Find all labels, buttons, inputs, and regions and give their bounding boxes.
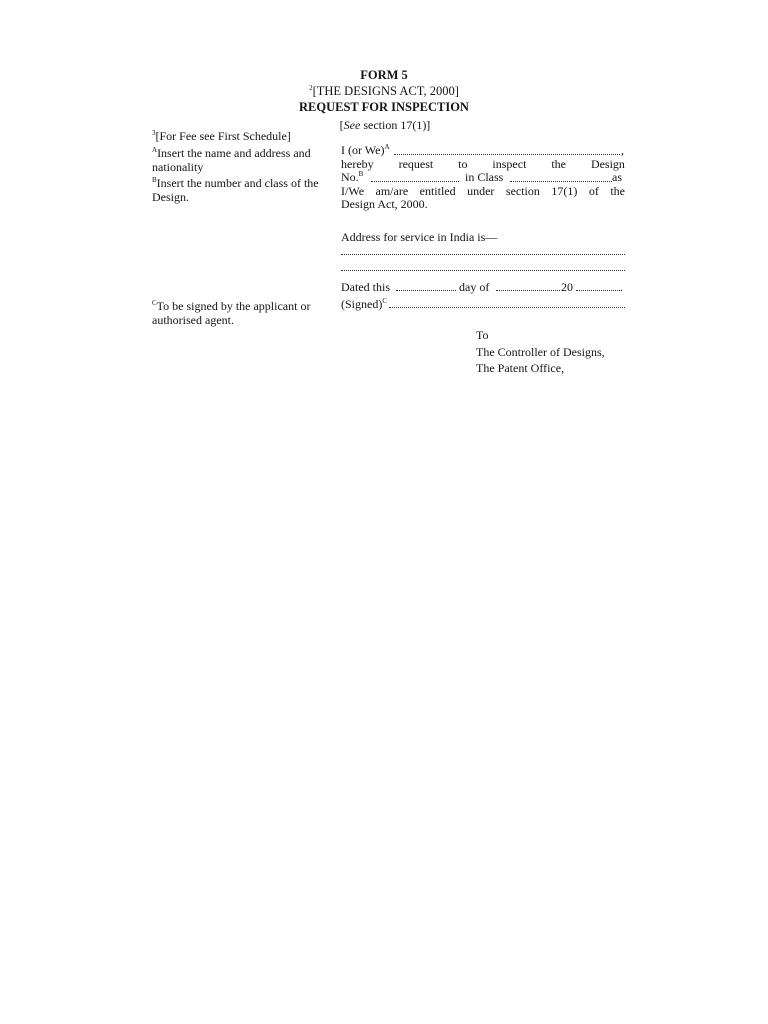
date-month-field[interactable]	[496, 290, 560, 291]
design-number-field[interactable]	[371, 181, 459, 182]
act-reference-line: Design Act, 2000.	[341, 197, 428, 211]
addressee-to: To	[476, 328, 489, 342]
applicant-name-field[interactable]	[394, 154, 620, 155]
entitlement-line: I/We am/are entitled under section 17(1) of the	[341, 184, 625, 198]
design-class-field[interactable]	[510, 181, 612, 182]
word-hereby: hereby	[341, 157, 374, 171]
address-line-1[interactable]	[341, 254, 625, 255]
line1-comma: ,	[621, 143, 624, 157]
word-to: to	[458, 157, 468, 171]
word-the: the	[551, 157, 567, 171]
year-end-dot: .	[620, 280, 623, 294]
design-no-label: No.$^B$	[341, 170, 364, 184]
address-label: Address for service in India is—	[341, 230, 498, 244]
day-of-label: day of	[459, 280, 490, 294]
request-title: REQUEST FOR INSPECTION	[299, 100, 469, 114]
year-prefix: 20	[561, 280, 573, 294]
note-b: $^B$Insert the number and class of the Design.	[152, 176, 319, 204]
act-title: $^2$[THE DESIGNS ACT, 2000]	[309, 83, 459, 98]
dated-label: Dated this	[341, 280, 390, 294]
class-label: in Class	[465, 170, 504, 184]
addressee-office: The Patent Office,	[476, 361, 565, 375]
addressee-controller: The Controller of Designs,	[476, 345, 605, 359]
address-line-2[interactable]	[341, 270, 625, 271]
form-number: FORM 5	[360, 68, 408, 82]
note-a: $^A$Insert the name and address and nationality	[152, 146, 311, 174]
applicant-name-label: I (or We)$^A$	[341, 143, 390, 157]
fee-note: $^3$[For Fee see First Schedule]	[152, 129, 291, 143]
signature-field[interactable]	[389, 307, 625, 308]
word-request: request	[398, 157, 434, 171]
word-inspect: inspect	[492, 157, 527, 171]
signed-label: (Signed)$^C$	[341, 297, 387, 311]
note-c: $^C$To be signed by the applicant or authorised agent.	[152, 299, 311, 327]
word-design: Design	[590, 157, 625, 171]
as-label: as	[612, 170, 622, 184]
section-reference: [See section 17(1)]	[339, 118, 431, 132]
date-day-field[interactable]	[396, 290, 456, 291]
date-year-field[interactable]	[576, 290, 620, 291]
